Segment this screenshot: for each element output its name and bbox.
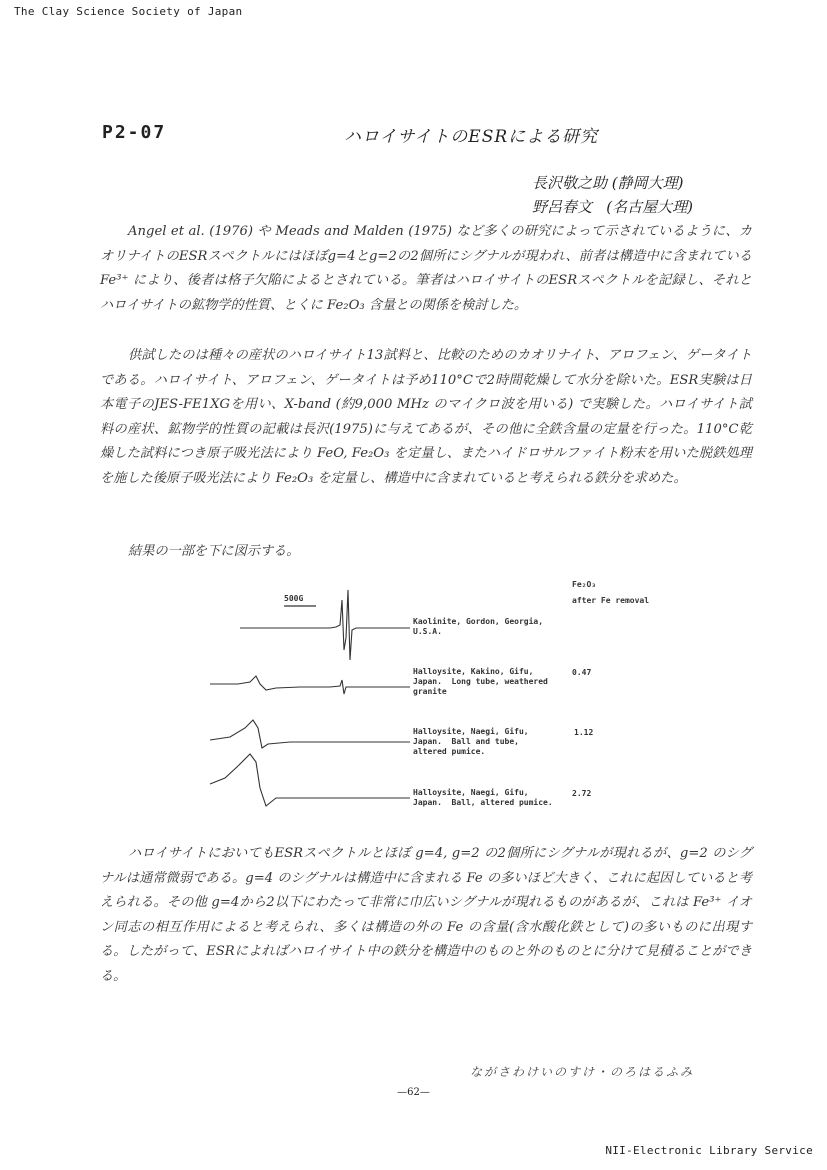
page-number: —62— xyxy=(397,1087,430,1098)
spectrum-halloysite-naegi-tube xyxy=(210,720,410,748)
scale-label: 500G xyxy=(284,594,304,603)
column-header-after: after Fe removal xyxy=(572,596,650,605)
spectrum-label-1-line-2: U.S.A. xyxy=(413,627,442,636)
author-signature: ながさわけいのすけ・のろはるふみ xyxy=(470,1065,695,1079)
fe2o3-value-4: 2.72 xyxy=(572,789,592,798)
presentation-code: P2-07 xyxy=(102,122,167,143)
author-line-1: 長沢敬之助 (静岡大理) xyxy=(532,174,684,192)
paragraph-introduction: Angel et al. (1976) や Meads and Malden (1975) など多くの研究によって示されているように、カオリナイトのESRスペクトルにはほぼg=4とg=2の2個所にシグナルが現われ、前者は構造中に含まれている Fe³⁺ により、後者は格子欠陥によるとされている。筆者はハロイサイトのESRスペクトルを記録し、それとハロイサイトの鉱物学的性質、とくに Fe₂O₃ 含量との関係を検討した。 xyxy=(100,224,752,313)
society-header: The Clay Science Society of Japan xyxy=(14,5,243,18)
spectrum-halloysite-naegi-ball xyxy=(210,754,410,806)
esr-spectra-plot xyxy=(200,580,700,810)
spectrum-label-4-line-2: Japan. Ball, altered pumice. xyxy=(413,798,553,807)
paragraph-methods: 供試したのは種々の産状のハロイサイト13試料と、比較のためのカオリナイト、アロフェン、ゲータイトである。ハロイサイト、アロフェン、ゲータイトは予め110°Cで2時間乾燥して水分を除いた。ESR実験は日本電子のJES-FE1XGを用い、X-band (約9,000 MHz のマイクロ波を用いる) で実験した。ハロイサイト試料の産状、鉱物学的性質の記載は長沢(1975)に与えてあるが、その他に全鉄含量の定量を行った。110°C乾燥した試料につき原子吸光法により FeO, Fe₂O₃ を定量し、またハイドロサルファイト粉末を用いた脱鉄処理を施した後原子吸光法により Fe₂O₃ を定量し、構造中に含まれていると考えられる鉄分を求めた。 xyxy=(100,348,752,486)
spectrum-label-2-line-1: Halloysite, Kakino, Gifu, xyxy=(413,667,534,676)
paragraph-discussion: ハロイサイトにおいてもESRスペクトルとほぼ g=4, g=2 の2個所にシグナルが現れるが、g=2 のシグナルは通常微弱である。g=4 のシグナルは構造中に含まれる Fe の多いほど大きく、これに起因していると考えられる。その他 g=4から2以下にわたって非常に巾広いシグナルが現れるものがあるが、これは Fe³⁺ イオン同志の相互作用によると考えられ、多くは構造の外の Fe の含量(含水酸化鉄として)の多いものに出現する。したがって、ESRによればハロイサイト中の鉄分を構造中のものと外のものとに分けて見積ることができる。 xyxy=(100,846,752,984)
spectrum-label-3-line-2: Japan. Ball and tube, xyxy=(413,737,519,746)
paper-title: ハロイサイトのESRによる研究 xyxy=(344,127,599,147)
author-line-2: 野呂春文 (名古屋大理) xyxy=(532,198,694,216)
spectrum-label-4-line-1: Halloysite, Naegi, Gifu, xyxy=(413,788,529,797)
fe2o3-value-3: 1.12 xyxy=(574,728,594,737)
spectrum-kaolinite xyxy=(240,590,410,660)
spectrum-label-1-line-1: Kaolinite, Gordon, Georgia, xyxy=(413,617,544,626)
spectrum-label-3-line-3: altered pumice. xyxy=(413,747,486,756)
esr-spectra-figure xyxy=(200,580,700,810)
spectrum-label-3-line-1: Halloysite, Naegi, Gifu, xyxy=(413,727,529,736)
spectrum-halloysite-kakino xyxy=(210,676,410,694)
library-footer: NII-Electronic Library Service xyxy=(605,1144,813,1157)
spectrum-label-2-line-2: Japan. Long tube, weathered xyxy=(413,677,548,686)
spectrum-label-2-line-3: granite xyxy=(413,687,447,696)
fe2o3-value-2: 0.47 xyxy=(572,668,592,677)
column-header-fe2o3: Fe₂O₃ xyxy=(572,580,597,589)
paragraph-figure-intro: 結果の一部を下に図示する。 xyxy=(128,544,300,559)
